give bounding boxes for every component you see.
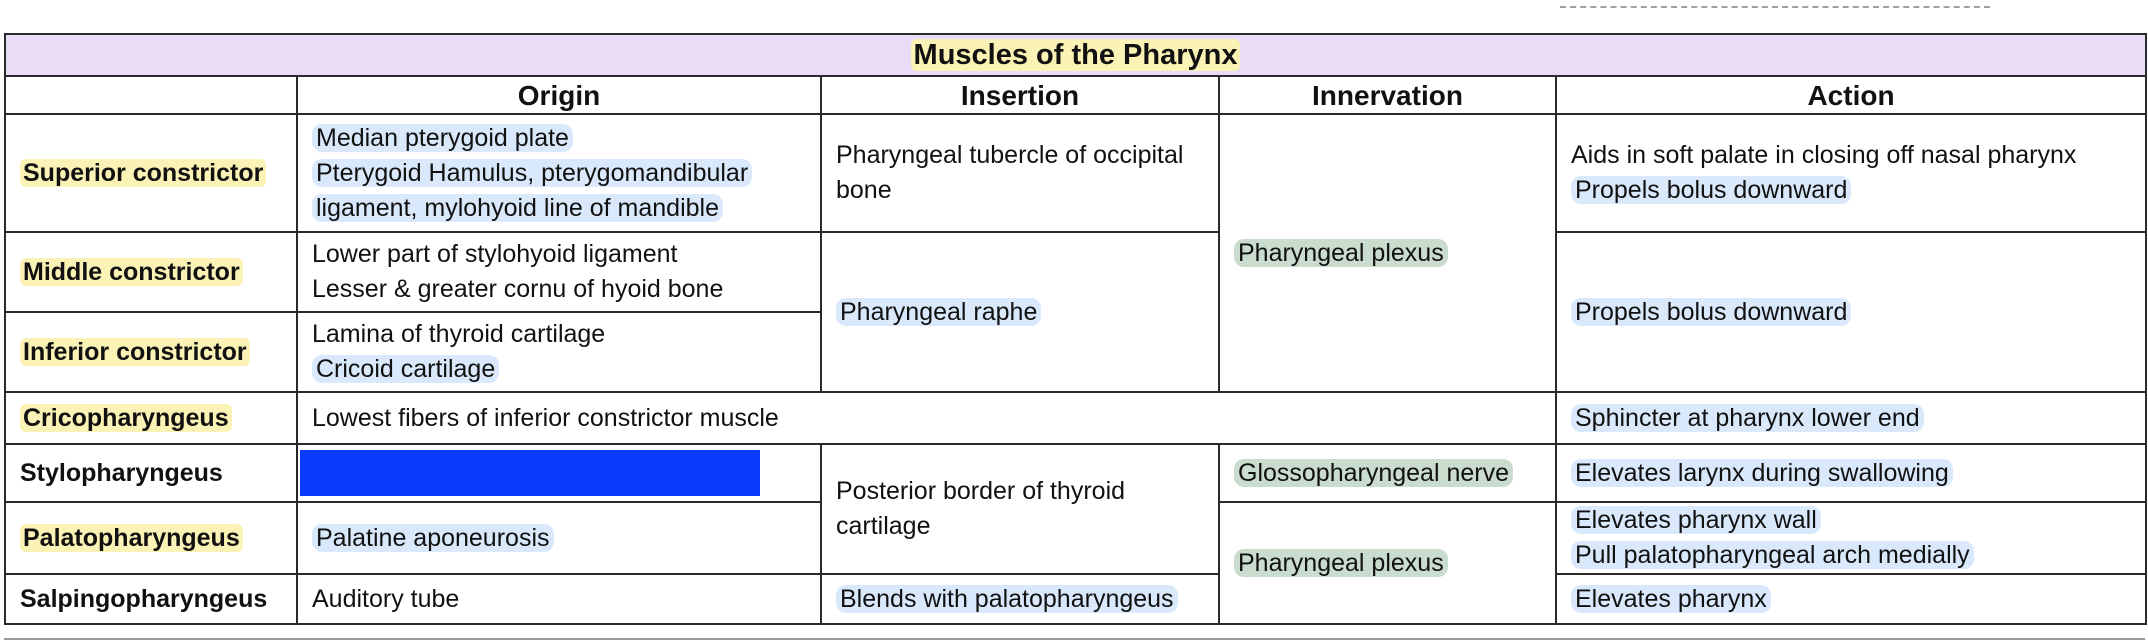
action-cell [1556, 444, 2146, 502]
action-text: Elevates larynx during swallowing [1571, 459, 1953, 487]
muscle-name-cell [5, 392, 297, 444]
origin-line [312, 121, 806, 156]
table-title: Muscles of the Pharynx [911, 39, 1241, 71]
origin-cell-wide [297, 392, 1556, 444]
muscle-name: Salpingopharyngeus [20, 584, 268, 613]
action-text: Pull palatopharyngeal arch medially [1571, 541, 1974, 569]
cropped-text-strip [1560, 0, 1990, 8]
header-insertion: Insertion [821, 76, 1219, 114]
muscle-name-cell [5, 232, 297, 312]
action-cell [1556, 392, 2146, 444]
action-line [1571, 503, 2131, 538]
innervation-cell-plexus [1219, 502, 1556, 624]
muscle-name-cell [5, 114, 297, 232]
insertion-line: Pharyngeal tubercle of occipital [836, 141, 1184, 169]
table-row-salpingopharyngeus [5, 574, 2146, 624]
insertion-cell [821, 574, 1219, 624]
origin-line: Lamina of thyroid cartilage [312, 320, 606, 348]
title-row [5, 34, 2146, 76]
origin-line [312, 156, 806, 191]
insertion-cell [821, 114, 1219, 232]
page-bottom-rule [4, 638, 2145, 640]
action-line [1571, 538, 2131, 573]
innervation-text: Pharyngeal plexus [1234, 239, 1448, 267]
action-cell-propels [1556, 232, 2146, 392]
insertion-line: Posterior border of thyroid [836, 477, 1126, 505]
innervation-cell-constrictors [1219, 114, 1556, 392]
table-row-cricopharyngeus [5, 392, 2146, 444]
action-cell [1556, 502, 2146, 574]
origin-text: Pterygoid Hamulus, pterygomandibular [312, 159, 752, 187]
action-line: Aids in soft palate in closing off nasal pharynx [1571, 141, 2077, 169]
action-text: Elevates pharynx wall [1571, 506, 1821, 534]
muscle-name: Inferior constrictor [20, 338, 250, 366]
redaction-block [300, 450, 760, 496]
innervation-text: Glossopharyngeal nerve [1234, 459, 1513, 487]
insertion-text: Pharyngeal raphe [836, 298, 1041, 326]
innervation-text: Pharyngeal plexus [1234, 549, 1448, 577]
origin-text: Palatine aponeurosis [312, 524, 554, 552]
action-text: Sphincter at pharynx lower end [1571, 404, 1924, 432]
origin-line: Lesser & greater cornu of hyoid bone [312, 275, 724, 303]
table-row-stylopharyngeus [5, 444, 2146, 502]
action-text: Propels bolus downward [1571, 298, 1851, 326]
origin-text: Lowest fibers of inferior constrictor muscle [312, 403, 779, 432]
muscle-name: Palatopharyngeus [20, 524, 243, 552]
header-innervation: Innervation [1219, 76, 1556, 114]
header-action: Action [1556, 76, 2146, 114]
table-title-cell [5, 34, 2146, 76]
action-cell [1556, 114, 2146, 232]
action-cell [1556, 574, 2146, 624]
origin-text: Median pterygoid plate [312, 124, 573, 152]
insertion-cell-thyroid [821, 444, 1219, 574]
origin-cell [297, 502, 821, 574]
muscle-name: Superior constrictor [20, 159, 266, 187]
origin-line [312, 352, 806, 387]
muscle-name: Middle constrictor [20, 258, 243, 286]
action-text: Elevates pharynx [1571, 585, 1771, 613]
action-text: Propels bolus downward [1571, 176, 1851, 204]
insertion-text: Blends with palatopharyngeus [836, 585, 1178, 613]
origin-text: ligament, mylohyoid line of mandible [312, 194, 723, 222]
origin-line: Lower part of stylohyoid ligament [312, 240, 678, 268]
insertion-line: cartilage [836, 512, 931, 540]
muscle-name-cell [5, 444, 297, 502]
pharynx-muscles-table [4, 33, 2147, 625]
muscle-name-cell [5, 312, 297, 392]
muscle-name: Cricopharyngeus [20, 404, 232, 432]
origin-cell-redacted [297, 444, 821, 502]
muscle-name: Stylopharyngeus [20, 458, 223, 487]
table-row-middle-constrictor [5, 232, 2146, 312]
insertion-line: bone [836, 176, 892, 204]
origin-cell [297, 574, 821, 624]
origin-cell [297, 114, 821, 232]
action-line [1571, 173, 2131, 208]
header-blank [5, 76, 297, 114]
origin-cell [297, 312, 821, 392]
origin-text: Cricoid cartilage [312, 355, 499, 383]
insertion-cell-raphe [821, 232, 1219, 392]
muscle-name-cell [5, 502, 297, 574]
muscle-name-cell [5, 574, 297, 624]
origin-cell [297, 232, 821, 312]
table-row-superior-constrictor [5, 114, 2146, 232]
header-origin: Origin [297, 76, 821, 114]
origin-text: Auditory tube [312, 584, 460, 613]
origin-line [312, 191, 806, 226]
header-row [5, 76, 2146, 114]
innervation-cell [1219, 444, 1556, 502]
